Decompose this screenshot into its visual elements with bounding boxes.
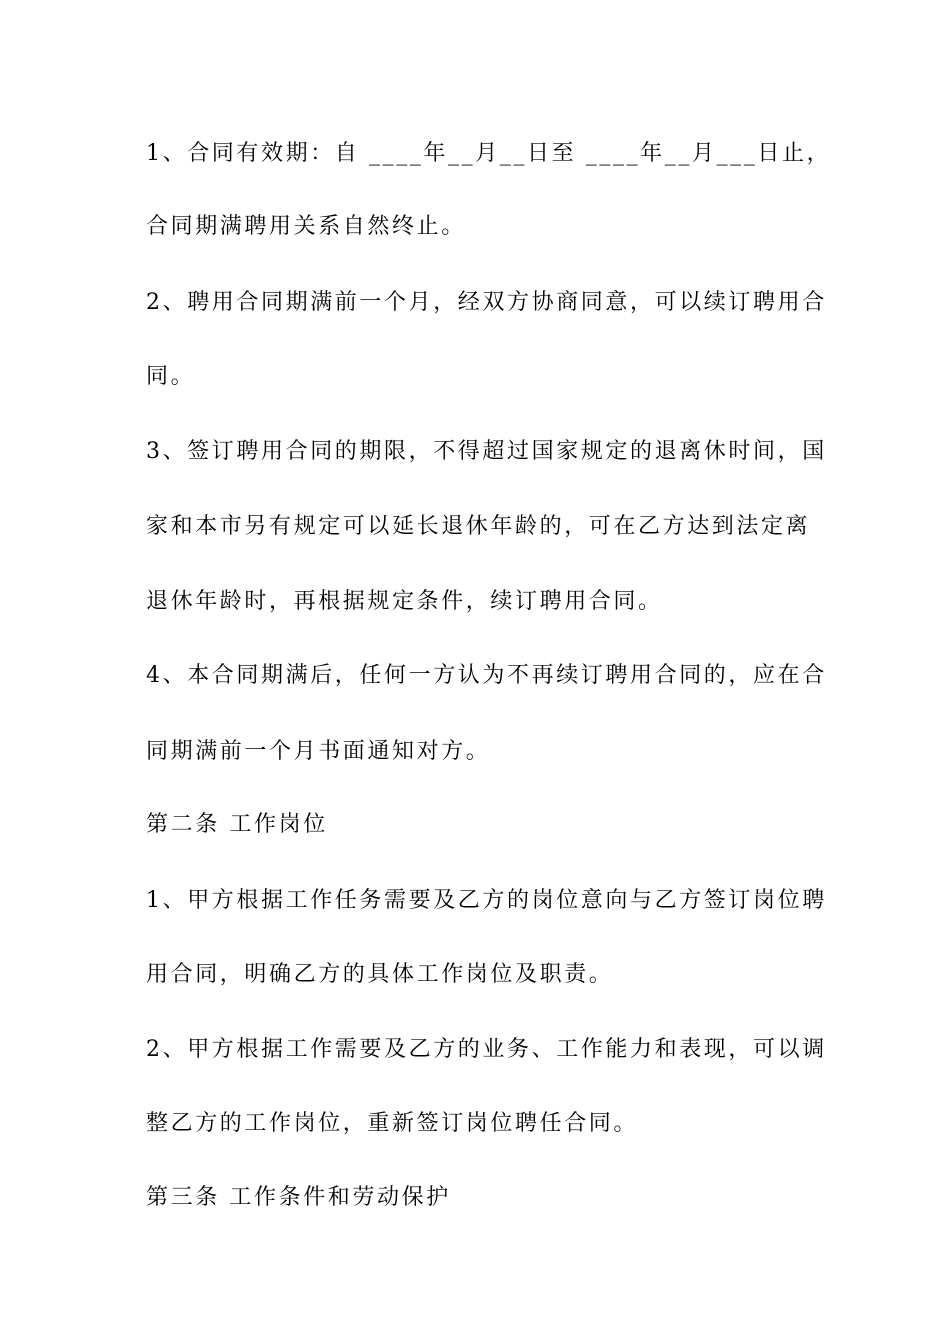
clause-3-line-3: 退休年龄时，再根据规定条件，续订聘用合同。 (146, 589, 663, 614)
article-2-item-1-line-2: 用合同，明确乙方的具体工作岗位及职责。 (146, 962, 614, 987)
article-2-item-2-line-2: 整乙方的工作岗位，重新签订岗位聘任合同。 (146, 1111, 639, 1136)
section-heading-article-2: 第二条 工作岗位 (146, 812, 328, 837)
clause-4-line-2: 同期满前一个月书面通知对方。 (146, 739, 491, 764)
clause-4-line-1: 4、本合同期满后，任何一方认为不再续订聘用合同的，应在合 (146, 663, 827, 688)
article-2-item-1-line-1: 1、甲方根据工作任务需要及乙方的岗位意向与乙方签订岗位聘 (146, 888, 827, 913)
clause-3-line-2: 家和本市另有规定可以延长退休年龄的，可在乙方达到法定离 (146, 514, 811, 539)
clause-1-line-2: 合同期满聘用关系自然终止。 (146, 214, 466, 239)
clause-3-line-1: 3、签订聘用合同的期限，不得超过国家规定的退离休时间，国 (146, 439, 827, 464)
clause-1-line-1: 1、合同有效期：自 ____年__月__日至 ____年__月___日止， (146, 141, 832, 166)
article-2-item-2-line-1: 2、甲方根据工作需要及乙方的业务、工作能力和表现，可以调 (146, 1037, 827, 1062)
clause-2-line-2: 同。 (146, 364, 196, 389)
clause-2-line-1: 2、聘用合同期满前一个月，经双方协商同意，可以续订聘用合 (146, 290, 827, 315)
section-heading-article-3: 第三条 工作条件和劳动保护 (146, 1185, 451, 1210)
